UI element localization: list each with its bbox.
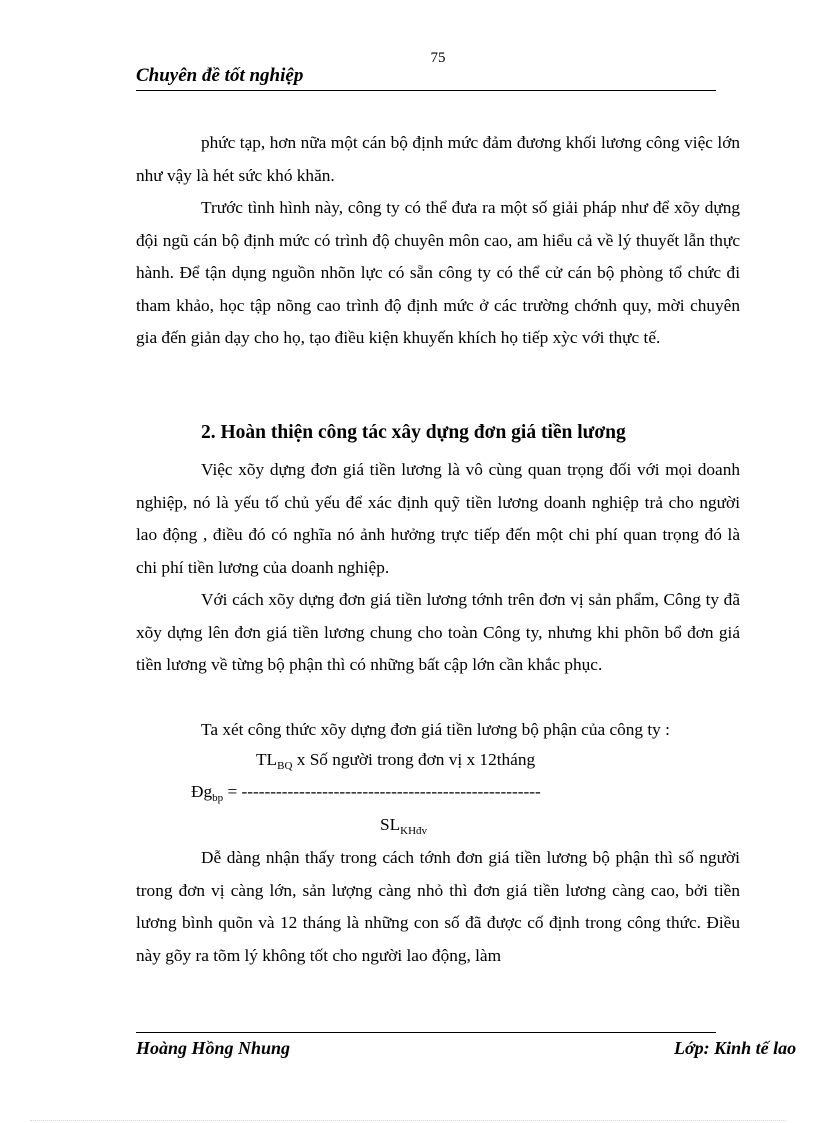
- formula-lhs-sub: bp: [212, 792, 224, 804]
- footer-class: Lớp: Kinh tế lao: [674, 1038, 797, 1058]
- formula-numerator-var: TL: [256, 750, 278, 769]
- section-heading: 2. Hoàn thiện công tác xây dựng đơn giá tiền lương: [201, 422, 626, 443]
- page-bottom-edge: [30, 1120, 786, 1121]
- footer-author: Hoàng Hồng Nhung: [136, 1038, 291, 1058]
- paragraph-1: phức tạp, hơn nữa một cán bộ định mức đảm đương khối lương công việc lớn như vậy là hét sức khó khăn.: [136, 133, 740, 185]
- formula-lhs-var: Đg: [191, 782, 213, 801]
- formula-denominator-sub: KHđv: [400, 825, 428, 837]
- paragraph-3: Việc xõy dựng đơn giá tiền lương là vô cùng quan trọng đối với mọi doanh nghiệp, nó là yếu tố chủ yếu để xác định quỹ tiền lương doanh nghiệp trả cho người lao động , điều đó có nghĩa nó ảnh hưởng trực tiếp đến một chi phí quan trọng đó là chi phí tiền lương của doanh nghiệp.: [136, 460, 740, 577]
- paragraph-5: Ta xét công thức xõy dựng đơn giá tiền lương bộ phận của công ty :: [201, 720, 670, 739]
- formula-numerator-rest: x Số người trong đơn vị x 12tháng: [292, 750, 536, 769]
- formula-numerator-sub: BQ: [277, 760, 293, 772]
- footer-divider: [136, 1032, 716, 1033]
- page-number: 75: [430, 50, 446, 66]
- formula-denominator: [380, 815, 427, 837]
- formula-numerator: [256, 750, 535, 772]
- formula-denominator-var: SL: [380, 815, 401, 834]
- paragraph-2: Trước tình hình này, công ty có thể đưa ra một số giải pháp như để xõy dựng đội ngũ cán bộ định mức có trình độ chuyên môn cao, am hiểu cả về lý thuyết lẫn thực hành. Để tận dụng nguồn nhõn lực có sẵn công ty có thể cử cán bộ phòng tổ chức đi tham khảo, học tập nõng cao trình độ định mức ở các trường chớnh quy, mời chuyên gia đến giản dạy cho họ, tạo điều kiện khuyến khích họ tiếp xỳc với thực tế.: [136, 198, 740, 347]
- paragraph-6: Dễ dàng nhận thấy trong cách tớnh đơn giá tiền lương bộ phận thì số người trong đơn vị càng lớn, sản lượng càng nhỏ thì đơn giá tiền lương càng cao, bởi tiền lương bình quõn và 12 tháng là những con số đã được cố định trong công thức. Điều này gõy ra tõm lý không tốt cho người lao động, làm: [136, 848, 740, 965]
- formula-equation-line: [191, 782, 541, 804]
- paragraph-4: Với cách xõy dựng đơn giá tiền lương tớnh trên đơn vị sản phẩm, Công ty đã xõy dựng lên đơn giá tiền lương chung cho toàn Công ty, nhưng khi phõn bổ đơn giá tiền lương về từng bộ phận thì có những bất cập lớn cần khắc phục.: [136, 590, 740, 674]
- document-header-title: Chuyên đề tốt nghiệp: [136, 65, 304, 86]
- header-divider: [136, 90, 716, 91]
- formula-fraction-bar: = ----------------------------------------------------: [223, 782, 541, 801]
